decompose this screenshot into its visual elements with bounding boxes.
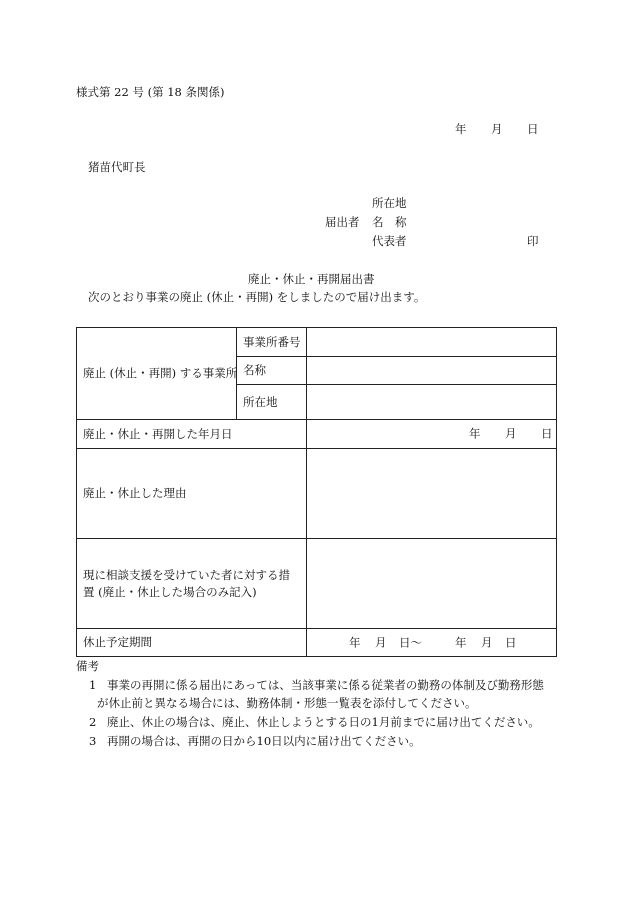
notes-heading: 備考	[76, 659, 99, 673]
note-text-continued: が休止前と異なる場合には、勤務体制・形態一覧表を添付してください。	[97, 696, 477, 710]
office-address-value[interactable]	[307, 385, 557, 420]
header-date-year: 年	[455, 122, 467, 136]
period-month-end: 月	[481, 635, 493, 650]
applicant-address-label: 所在地	[372, 196, 407, 210]
period-day-start: 日～	[399, 635, 422, 650]
date-row-label: 廃止・休止・再開した年月日	[77, 420, 307, 449]
period-value[interactable]	[307, 629, 557, 657]
period-year-start: 年	[349, 635, 361, 650]
representative-label: 代表者	[372, 234, 407, 248]
period-month-start: 月	[375, 635, 387, 650]
date-row-value[interactable]	[307, 420, 557, 449]
notifier-label: 届出者	[325, 215, 360, 229]
reason-value[interactable]	[307, 449, 557, 539]
header-date-month: 月	[491, 122, 503, 136]
form-number: 様式第 22 号 (第 18 条関係)	[76, 85, 225, 99]
header-date-day: 日	[527, 122, 539, 136]
addressee: 猪苗代町長	[88, 160, 146, 174]
reason-label: 廃止・休止した理由	[77, 449, 307, 539]
note-text: 再開の場合は、再開の日から10日以内に届け出てください。	[107, 734, 421, 748]
applicant-name-label: 名 称	[372, 215, 407, 229]
office-label: 廃止 (休止・再開) する事業所	[77, 328, 237, 420]
note-text: 事業の再開に係る届出にあっては、当該事業に係る従業者の勤務の体制及び勤務形態	[107, 678, 544, 692]
note-number: 3	[89, 734, 97, 748]
date-row-year: 年	[469, 426, 481, 441]
office-name-value[interactable]	[307, 357, 557, 385]
note-number: 2	[89, 715, 97, 729]
seal-mark: 印	[527, 234, 539, 248]
office-address-label: 所在地	[237, 385, 307, 420]
note-text: 廃止、休止の場合は、廃止、休止しようとする日の1月前までに届け出てください。	[107, 715, 540, 729]
office-number-label: 事業所番号	[237, 328, 307, 357]
measures-label: 現に相談支援を受けていた者に対する措置 (廃止・休止した場合のみ記入)	[77, 539, 307, 629]
date-row-day: 日	[541, 426, 553, 441]
period-label: 休止予定期間	[77, 629, 307, 657]
period-year-end: 年	[455, 635, 467, 650]
office-number-value[interactable]	[307, 328, 557, 357]
measures-value[interactable]	[307, 539, 557, 629]
note-number: 1	[89, 678, 97, 692]
date-row-month: 月	[505, 426, 517, 441]
intro-text: 次のとおり事業の廃止 (休止・再開) をしましたので届け出ます。	[88, 290, 426, 304]
period-day-end: 日	[505, 635, 517, 650]
document-title: 廃止・休止・再開届出書	[248, 272, 375, 286]
notification-table	[76, 327, 557, 657]
office-name-label: 名称	[237, 357, 307, 385]
